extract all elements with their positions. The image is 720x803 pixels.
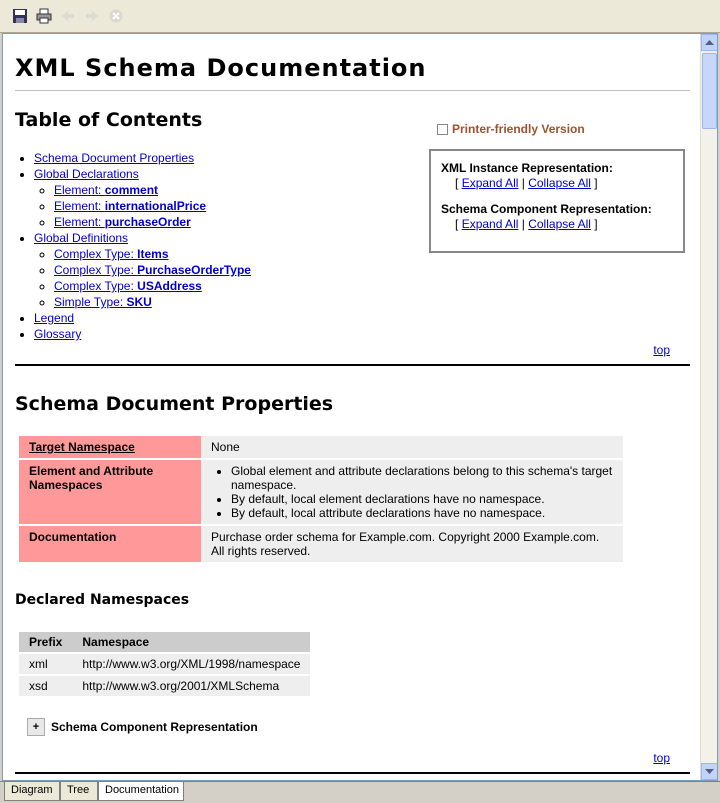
toc-item [34,150,251,166]
xml-expand-all-link[interactable]: Expand All [461,176,519,190]
toc-item [54,294,251,310]
prefix-column-header: Prefix [19,632,72,652]
top-link[interactable]: top [653,343,670,357]
separator: | [521,176,525,190]
bracket: [ [455,176,459,190]
toc-link-element-comment[interactable] [54,183,158,197]
toc-link-prefix: Element: [54,199,105,213]
table-row [19,460,623,524]
target-namespace-link[interactable]: Target Namespace [29,440,135,454]
xml-collapse-all-link[interactable]: Collapse All [528,176,591,190]
namespaces-table [19,630,310,698]
toc-link-name: USAddress [137,279,202,293]
toc-item [34,310,251,326]
toc-heading: Table of Contents [15,109,203,131]
toc-item [54,246,251,262]
print-icon[interactable] [36,8,52,24]
toc-link-prefix: Element: [54,215,105,229]
toc-link-element-international-price[interactable] [54,199,206,213]
expand-button[interactable]: + [27,718,45,736]
toc-link-prefix: Simple Type: [54,295,127,309]
schema-component-label: Schema Component Representation: [441,202,652,216]
printer-friendly-toggle[interactable] [437,122,585,136]
toc-link-glossary[interactable]: Glossary [34,327,82,341]
declared-namespaces-heading: Declared Namespaces [15,592,190,608]
toc-link-prefix: Complex Type: [54,279,138,293]
expander-label: Schema Component Representation [51,720,258,734]
toc-item [54,182,251,198]
toc-link-prefix: Complex Type: [54,247,138,261]
target-namespace-label [19,436,201,458]
prefix-cell: xml [19,654,72,674]
toc-link-global-declarations[interactable]: Global Declarations [34,167,139,181]
stop-icon[interactable] [108,8,124,24]
toc-item [54,198,251,214]
schema-properties-table [19,434,623,564]
toc-link-name: purchaseOrder [104,215,191,229]
back-icon[interactable] [60,8,76,24]
toc-item [34,230,251,310]
printer-friendly-checkbox[interactable] [437,124,448,135]
printer-friendly-label: Printer-friendly Version [452,122,585,136]
scrollbar-thumb[interactable] [702,53,717,129]
namespace-cell: http://www.w3.org/XML/1998/namespace [72,654,310,674]
table-row [19,526,623,562]
top-link[interactable]: top [653,751,670,765]
xml-instance-label: XML Instance Representation: [441,161,613,175]
separator: | [521,217,525,231]
bracket: ] [594,176,598,190]
title-divider [15,90,690,91]
bracket: [ [455,217,459,231]
ean-label: Element and Attribute Namespaces [19,460,201,524]
documentation-label: Documentation [19,526,201,562]
forward-icon[interactable] [84,8,100,24]
representation-controls [429,149,685,253]
table-header-row [19,632,310,652]
prefix-cell: xsd [19,676,72,696]
namespace-column-header: Namespace [72,632,310,652]
toc-item [34,326,251,342]
schema-collapse-all-link[interactable]: Collapse All [528,217,591,231]
scroll-down-icon[interactable] [701,763,718,780]
table-row [19,436,623,458]
schema-expand-all-link[interactable]: Expand All [461,217,519,231]
toc-link-prefix: Element: [54,183,105,197]
toc-item [54,262,251,278]
table-row [19,654,310,674]
bracket: ] [594,217,598,231]
documentation-view [2,33,718,781]
tab-tree[interactable]: Tree [60,782,98,801]
section-divider [15,364,690,366]
toc-list [19,150,251,342]
list-item: • Global element and attribute declarations belong to this schema's target namespace. [231,464,613,492]
toc-link-name: SKU [126,295,152,309]
tab-diagram[interactable]: Diagram [4,782,60,801]
toc-link-name: PurchaseOrderType [137,263,251,277]
toc-link-name: Items [137,247,169,261]
toc-link-global-definitions[interactable]: Global Definitions [34,231,129,245]
ean-value [201,460,623,524]
schema-component-links [441,217,673,231]
documentation-value: Purchase order schema for Example.com. Copyright 2000 Example.com. All rights reserved. [201,526,623,562]
toc-link-element-purchase-order[interactable] [54,215,191,229]
toc-link-name: internationalPrice [104,199,207,213]
toc-link-prefix: Complex Type: [54,263,138,277]
target-namespace-value: None [201,436,623,458]
schema-doc-props-heading: Schema Document Properties [15,393,334,415]
document-content [3,34,700,780]
toc-link-complex-items[interactable] [54,247,169,261]
toc-item [54,214,251,230]
save-icon[interactable] [12,8,28,24]
toc-link-complex-us-address[interactable] [54,279,202,293]
list-item: • By default, local attribute declarations have no namespace. [231,506,613,520]
toc-link-complex-purchase-order-type[interactable] [54,263,251,277]
table-row [19,676,310,696]
section-divider [15,772,690,774]
xml-instance-links [441,176,673,190]
scroll-up-icon[interactable] [701,34,718,51]
tab-documentation[interactable]: Documentation [98,782,184,801]
toc-link-name: comment [104,183,159,197]
toc-item [34,166,251,230]
vertical-scrollbar[interactable] [700,34,717,780]
toc-item [54,278,251,294]
toolbar [0,0,720,33]
toc-link-schema-doc-props[interactable]: Schema Document Properties [34,151,195,165]
page-title: XML Schema Documentation [15,54,427,82]
ean-list [211,464,613,520]
namespace-cell: http://www.w3.org/2001/XMLSchema [72,676,310,696]
schema-component-expander [27,718,258,736]
toc-link-legend[interactable]: Legend [34,311,75,325]
toc-link-simple-sku[interactable] [54,295,152,309]
view-tabs [0,781,720,803]
list-item: • By default, local element declarations have no namespace. [231,492,613,506]
